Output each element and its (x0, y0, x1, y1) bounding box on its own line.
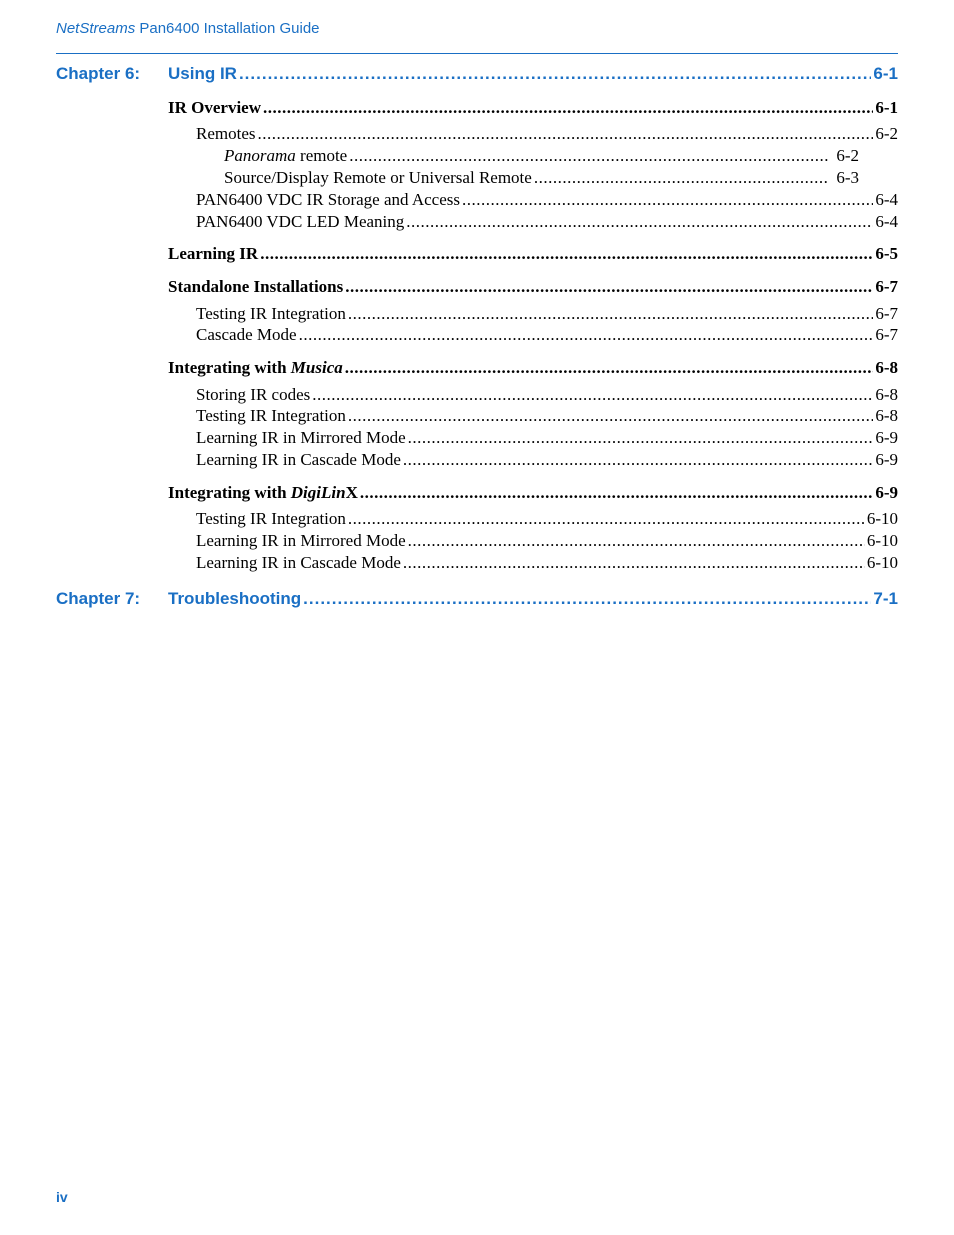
entry-title: Learning IR in Mirrored Mode (196, 531, 406, 550)
entry-title: Source/Display Remote or Universal Remote (224, 168, 532, 187)
page-number: 6-9 (875, 483, 898, 502)
dot-leader (403, 450, 873, 470)
dot-leader (303, 589, 871, 609)
page-number: 6-8 (875, 406, 898, 425)
toc-entry-standalone[interactable] (168, 277, 898, 297)
footer-page-number: iv (56, 1189, 68, 1205)
header-brand: NetStreams (56, 20, 136, 37)
entry-title: Learning IR in Mirrored Mode (196, 428, 406, 447)
page-number: 6-9 (875, 428, 898, 447)
entry-title: Testing IR Integration (196, 406, 346, 425)
page-number: 6-10 (866, 531, 898, 550)
toc-entry-vdc-ir-storage[interactable] (196, 190, 898, 210)
toc-entry-digilinx-cascade[interactable] (196, 553, 898, 573)
dot-leader (299, 325, 874, 345)
header-title: Pan6400 Installation Guide (135, 20, 320, 37)
page-number: 6-1 (875, 98, 898, 117)
chapter-title: Using IR (168, 64, 237, 83)
toc-chapter-7[interactable] (56, 589, 898, 609)
toc-entry-digilinx-testing[interactable] (196, 509, 898, 529)
header-rule (56, 53, 898, 54)
entry-title: IR Overview (168, 98, 262, 117)
toc-entry-source-display-remote[interactable] (224, 168, 859, 188)
entry-title: Testing IR Integration (196, 509, 346, 528)
toc-entry-musica-mirrored[interactable] (196, 428, 898, 448)
toc-entry-musica-cascade[interactable] (196, 450, 898, 470)
toc-entry-digilinx[interactable] (168, 483, 898, 503)
entry-title: Learning IR (168, 244, 259, 263)
dot-leader (348, 406, 873, 426)
page-number: 6-5 (875, 244, 898, 263)
dot-leader (408, 531, 865, 551)
dot-leader (408, 428, 874, 448)
entry-title: Remotes (196, 124, 256, 143)
page-number: 6-2 (875, 124, 898, 143)
entry-title: PAN6400 VDC IR Storage and Access (196, 190, 460, 209)
entry-title: Standalone Installations (168, 277, 344, 296)
toc-entry-standalone-testing[interactable] (196, 304, 898, 324)
entry-title: Learning IR in Cascade Mode (196, 553, 401, 572)
entry-title-italic: Musica (290, 358, 343, 377)
entry-title: Learning IR in Cascade Mode (196, 450, 401, 469)
page-number: 6-8 (875, 358, 898, 377)
page-number: 6-8 (875, 385, 898, 404)
entry-title: Cascade Mode (196, 325, 297, 344)
dot-leader (312, 385, 873, 405)
toc-entry-remotes[interactable] (196, 124, 898, 144)
page-number: 6-1 (873, 64, 898, 83)
toc-entry-cascade-mode[interactable] (196, 325, 898, 345)
dot-leader (239, 64, 871, 84)
entry-title-prefix: Integrating with (168, 483, 291, 502)
dot-leader (462, 190, 873, 210)
toc-entry-ir-overview[interactable] (168, 98, 898, 118)
page-number: 6-4 (875, 212, 898, 231)
dot-leader (360, 483, 873, 503)
entry-title-italic: DigiLin (290, 483, 346, 502)
chapter-title: Troubleshooting (168, 589, 302, 608)
dot-leader (348, 304, 873, 324)
page-number: 6-4 (875, 190, 898, 209)
running-header (56, 20, 320, 37)
entry-title-prefix: Integrating with (168, 358, 291, 377)
dot-leader (349, 146, 829, 166)
dot-leader (348, 509, 865, 529)
chapter-label: Chapter 7: (56, 589, 141, 608)
toc-entry-musica[interactable] (168, 358, 898, 378)
entry-title: Storing IR codes (196, 385, 311, 404)
dot-leader (258, 124, 874, 144)
dot-leader (260, 244, 873, 264)
page-number: 6-7 (875, 304, 898, 323)
page-number: 7-1 (873, 589, 898, 608)
page-number: 6-7 (875, 325, 898, 344)
toc-entry-learning-ir[interactable] (168, 244, 898, 264)
toc-entry-musica-testing[interactable] (196, 406, 898, 426)
entry-title: PAN6400 VDC LED Meaning (196, 212, 405, 231)
page-number: 6-7 (875, 277, 898, 296)
page-number: 6-10 (866, 509, 898, 528)
entry-title-italic: Panorama (224, 146, 296, 165)
dot-leader (534, 168, 829, 188)
toc-entry-panorama-remote[interactable] (224, 146, 859, 166)
dot-leader (403, 553, 865, 573)
entry-title (224, 146, 347, 166)
toc-entry-digilinx-mirrored[interactable] (196, 531, 898, 551)
chapter-label: Chapter 6: (56, 64, 141, 83)
entry-title-rest: remote (295, 146, 348, 165)
page-number: 6-10 (866, 553, 898, 572)
dot-leader (263, 98, 873, 118)
dot-leader (345, 358, 874, 378)
entry-title-suffix: X (345, 483, 358, 502)
dot-leader (406, 212, 873, 232)
entry-title: Testing IR Integration (196, 304, 346, 323)
page-number: 6-2 (836, 146, 859, 165)
dot-leader (345, 277, 873, 297)
toc-entry-storing-ir[interactable] (196, 385, 898, 405)
entry-title (168, 483, 358, 503)
entry-title (168, 358, 343, 378)
toc-entry-vdc-led[interactable] (196, 212, 898, 232)
page-number: 6-3 (836, 168, 859, 187)
page-number: 6-9 (875, 450, 898, 469)
toc-chapter-6[interactable] (56, 64, 898, 84)
